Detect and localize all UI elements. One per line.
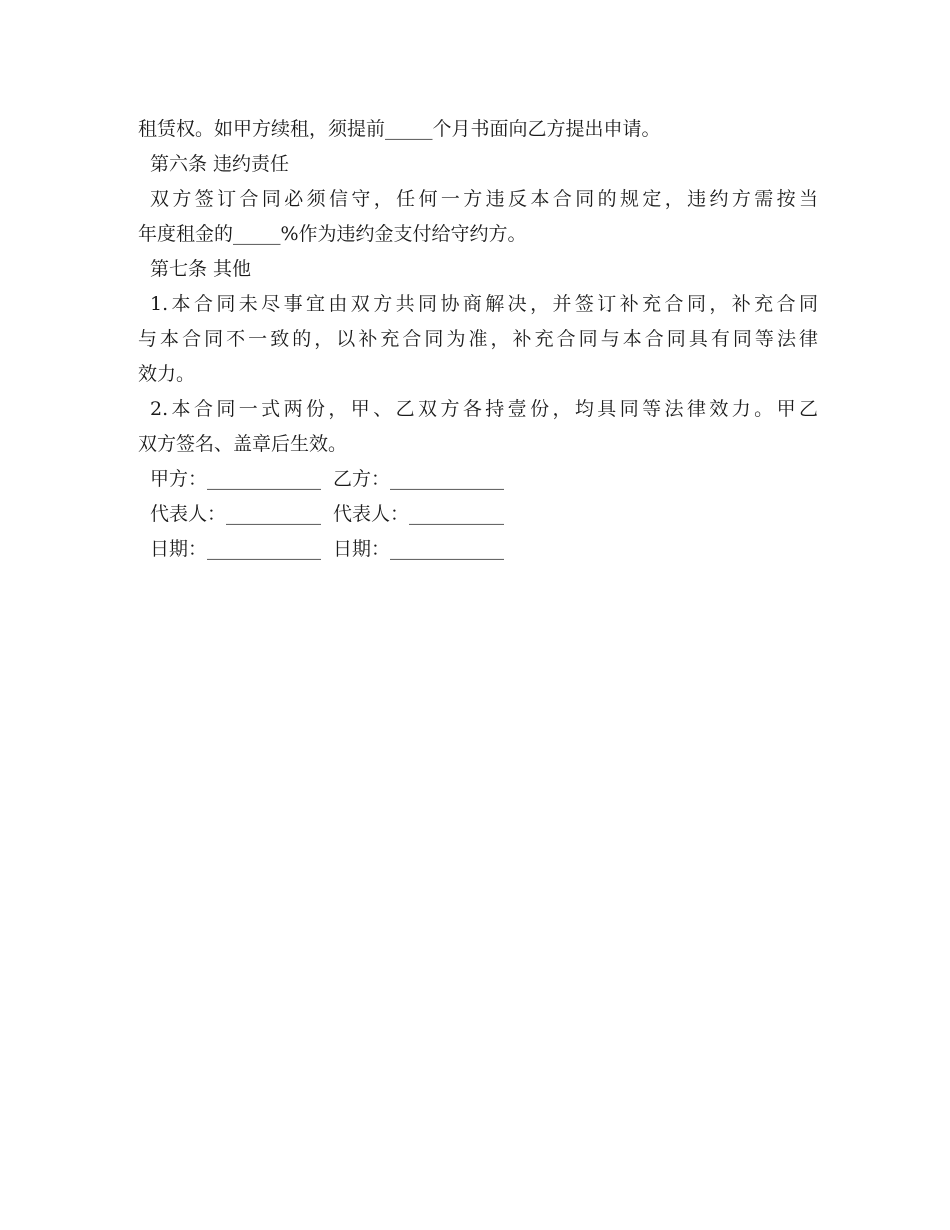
- party-b-date: 日期：____________: [333, 538, 505, 560]
- party-a-representative: 代表人：__________: [150, 503, 322, 525]
- paragraph-line-other-1c: 效力。: [138, 363, 196, 385]
- paragraph-line-other-1b: 与本合同不一致的，以补充合同为准，补充合同与本合同具有同等法律: [138, 328, 818, 350]
- paragraph-line-breach-2: 年度租金的_____%作为违约金支付给守约方。: [138, 223, 527, 245]
- signature-row-party: [138, 462, 818, 497]
- party-a-date: 日期：____________: [150, 538, 322, 560]
- article-heading-6: 第六条 违约责任: [150, 153, 290, 175]
- party-a-signature: 甲方：____________: [150, 468, 322, 490]
- paragraph-line-breach-1: 双方签订合同必须信守，任何一方违反本合同的规定，违约方需按当: [150, 188, 818, 210]
- paragraph-line-other-2b: 双方签名、盖章后生效。: [138, 433, 348, 455]
- signature-row-representative: [138, 497, 818, 532]
- party-b-representative: 代表人：__________: [333, 503, 505, 525]
- contract-body: [138, 112, 818, 567]
- paragraph-line-renewal: 租赁权。如甲方续租，须提前_____个月书面向乙方提出申请。: [138, 118, 661, 140]
- paragraph-line-other-1a: 1.本合同未尽事宜由双方共同协商解决，并签订补充合同，补充合同: [150, 293, 818, 315]
- article-heading-7: 第七条 其他: [150, 258, 252, 280]
- party-b-signature: 乙方：____________: [333, 468, 505, 490]
- paragraph-line-other-2a: 2.本合同一式两份，甲、乙双方各持壹份，均具同等法律效力。甲乙: [150, 398, 818, 420]
- signature-row-date: [138, 532, 818, 567]
